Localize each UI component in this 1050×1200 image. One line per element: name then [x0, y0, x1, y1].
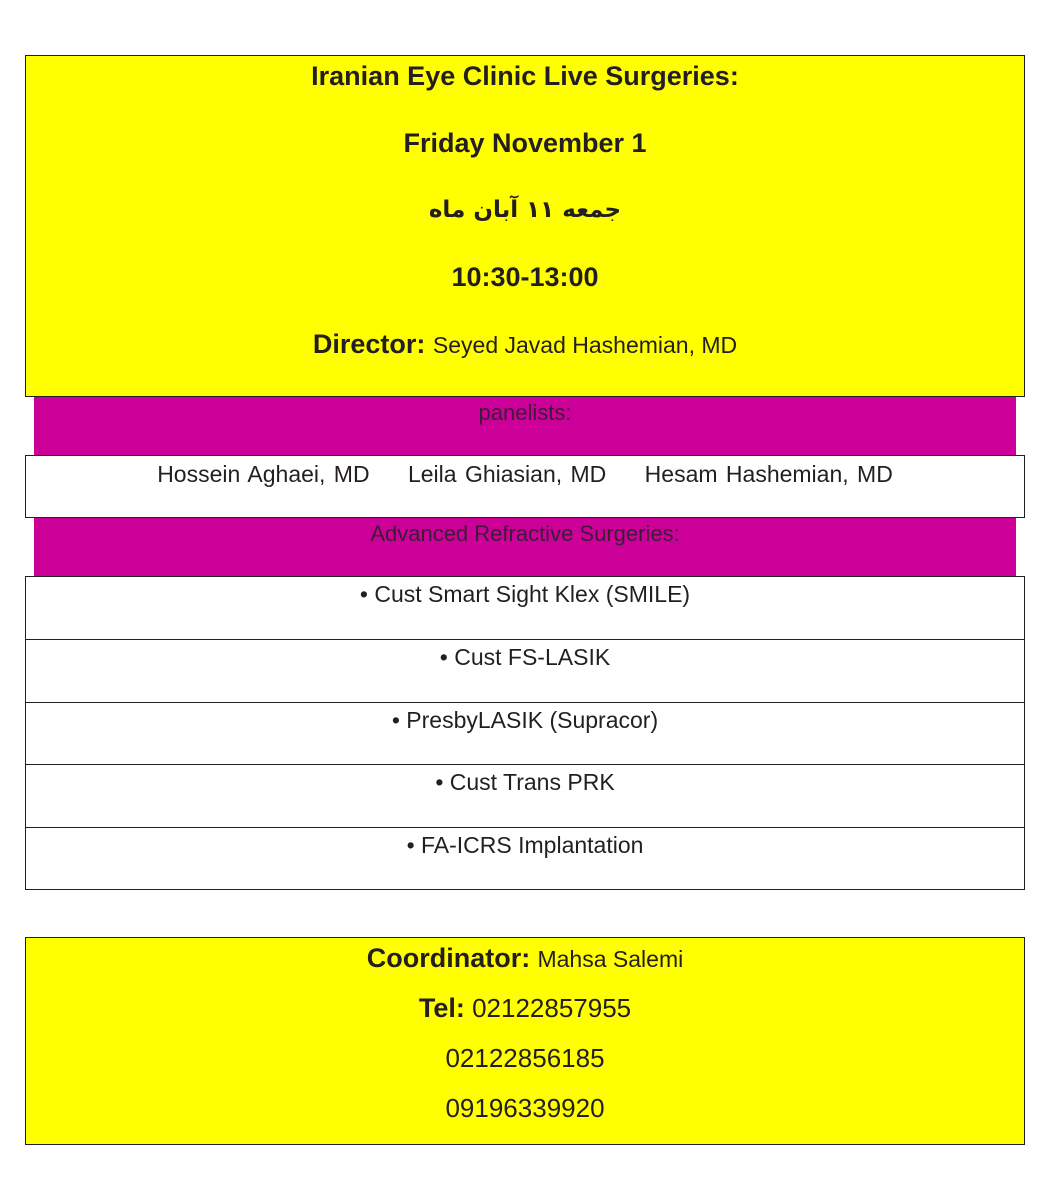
- panelists-box: [25, 455, 1025, 518]
- event-title: Iranian Eye Clinic Live Surgeries:: [311, 61, 739, 91]
- surgery-item: [25, 827, 1025, 890]
- phone-number: 02122856185: [445, 1043, 605, 1073]
- event-date-english: Friday November 1: [403, 128, 647, 158]
- panelists-heading-bar: [34, 397, 1016, 455]
- phone-number: 09196339920: [445, 1093, 605, 1123]
- surgery-item: [25, 702, 1025, 766]
- surgery-item-label: • Cust Trans PRK: [435, 769, 615, 795]
- tel-line: [26, 992, 1024, 1024]
- surgery-item-label: • Cust FS-LASIK: [439, 644, 611, 670]
- surgery-item-label: • PresbyLASIK (Supracor): [391, 707, 659, 733]
- event-header-box: [25, 55, 1025, 397]
- surgery-item: [25, 764, 1025, 828]
- panelist-name: Hesam Hashemian, MD: [644, 461, 893, 487]
- coordinator-label: Coordinator:: [366, 943, 531, 973]
- panelists-heading: panelists:: [478, 400, 572, 425]
- surgeries-heading: Advanced Refractive Surgeries:: [370, 521, 680, 546]
- panelists-row: [26, 460, 1024, 488]
- coordinator-name: Mahsa Salemi: [537, 946, 684, 972]
- director-name: Seyed Javad Hashemian, MD: [432, 332, 738, 358]
- phone-number: 02122857955: [472, 993, 632, 1023]
- surgery-item: [25, 639, 1025, 703]
- tel-label: Tel:: [418, 993, 465, 1023]
- surgery-item-label: • FA-ICRS Implantation: [406, 832, 644, 858]
- panelist-name: Hossein Aghaei, MD: [157, 461, 370, 487]
- event-date-persian: جمعه ۱۱ آبان ماه: [428, 197, 622, 223]
- director-line: [26, 328, 1024, 361]
- surgeries-heading-bar: [34, 518, 1016, 576]
- contact-box: [25, 937, 1025, 1145]
- event-time: 10:30-13:00: [451, 262, 599, 292]
- director-label: Director:: [312, 329, 426, 359]
- panelist-name: Leila Ghiasian, MD: [407, 461, 607, 487]
- surgery-item-label: • Cust Smart Sight Klex (SMILE): [359, 581, 691, 607]
- surgery-item: [25, 576, 1025, 640]
- coordinator-line: [26, 942, 1024, 975]
